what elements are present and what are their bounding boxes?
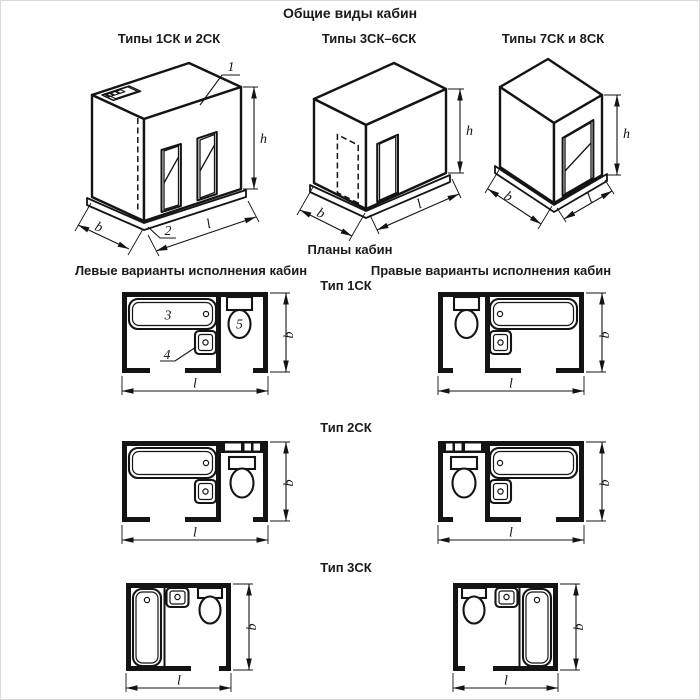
dimension-l — [122, 525, 268, 544]
dimension-h — [604, 95, 630, 175]
dimension-b — [560, 584, 587, 670]
toilet — [198, 588, 222, 624]
dimension-b — [233, 584, 260, 670]
door-right — [197, 132, 216, 200]
plan-body-mirrored — [453, 583, 558, 671]
type-2sk-title: Тип 2СК — [320, 420, 372, 435]
dim-label-l: l — [509, 525, 513, 541]
callout-4 — [160, 347, 196, 362]
plan-1sk-right — [429, 289, 614, 397]
callout-2 — [148, 223, 176, 238]
dim-label-b: b — [282, 479, 297, 487]
vent-blocks — [443, 441, 485, 453]
iso-title-7sk-8sk: Типы 7СК и 8СК — [501, 31, 605, 46]
plan-1sk-left — [113, 289, 298, 397]
plan-3sk-left — [119, 579, 269, 697]
washbasin — [195, 331, 216, 354]
dimension-b — [586, 442, 613, 521]
dim-label-l: l — [177, 673, 181, 689]
plan-body-mirrored — [438, 292, 584, 373]
plan-body-mirrored — [438, 441, 584, 522]
dim-label-b: b — [314, 205, 327, 223]
iso-view-types-7sk-8sk — [479, 54, 649, 239]
washbasin — [490, 480, 511, 503]
right-variants-title: Правые варианты исполнения кабин — [370, 263, 612, 278]
type-1sk-title: Тип 1СК — [320, 278, 372, 293]
dim-label-b: b — [572, 623, 587, 631]
dim-label-h: h — [260, 132, 267, 147]
callout-4-label: 4 — [163, 347, 171, 362]
dim-label-l: l — [584, 191, 596, 207]
washbasin — [195, 480, 216, 503]
callout-1-label: 1 — [227, 59, 235, 74]
dim-label-b: b — [598, 331, 613, 339]
bathtub — [133, 589, 161, 666]
dim-label-h: h — [623, 127, 630, 142]
plan-3sk-right — [446, 579, 596, 697]
dimension-l — [126, 673, 231, 692]
dimension-l — [438, 525, 584, 544]
iso-title-1sk-2sk: Типы 1СК и 2СК — [117, 31, 221, 46]
dim-label-l: l — [193, 376, 197, 392]
dimension-b — [270, 293, 297, 372]
dim-label-b: b — [500, 188, 515, 206]
dimension-l — [453, 673, 558, 692]
dimension-b — [586, 293, 613, 372]
dim-label-l: l — [414, 197, 425, 213]
dim-label-b: b — [598, 479, 613, 487]
toilet — [462, 588, 486, 624]
dim-label-l: l — [509, 376, 513, 392]
dimension-b — [270, 442, 297, 521]
dim-label-l: l — [204, 216, 214, 233]
vent-blocks — [221, 441, 263, 453]
dimension-l — [122, 376, 268, 395]
iso-title-3sk-6sk: Типы 3СК–6СК — [321, 31, 417, 46]
plan-2sk-right — [429, 433, 614, 545]
dim-label-b: b — [92, 219, 105, 237]
toilet — [454, 297, 479, 338]
toilet — [451, 457, 477, 498]
callout-5-label: 5 — [236, 316, 243, 332]
dim-label-l: l — [504, 673, 508, 689]
door-left — [162, 144, 181, 212]
bathtub — [129, 448, 216, 478]
left-variants-title: Левые варианты исполнения кабин — [74, 263, 308, 278]
washbasin — [496, 588, 518, 607]
bathtub — [129, 299, 216, 329]
plans-section-title: Планы кабин — [307, 242, 393, 257]
washbasin — [490, 331, 511, 354]
toilet — [229, 457, 255, 498]
dim-label-l: l — [193, 525, 197, 541]
dim-label-h: h — [466, 124, 473, 139]
bathtub — [523, 589, 551, 666]
callout-2-label: 2 — [164, 223, 172, 238]
dim-label-b: b — [245, 623, 260, 631]
door — [377, 135, 398, 202]
bathtub — [490, 448, 577, 478]
dimension-h — [243, 87, 267, 189]
bathtub — [490, 299, 577, 329]
iso-view-types-3sk-6sk — [288, 57, 473, 242]
washbasin — [167, 588, 189, 607]
iso-view-types-1sk-2sk — [64, 51, 269, 256]
dim-label-b: b — [282, 331, 297, 339]
callout-3-label: 3 — [164, 307, 172, 323]
dimension-l — [438, 376, 584, 395]
plan-2sk-left — [113, 433, 298, 545]
dimension-h — [448, 89, 473, 173]
type-3sk-title: Тип 3СК — [320, 560, 372, 575]
page-title: Общие виды кабин — [282, 5, 418, 21]
